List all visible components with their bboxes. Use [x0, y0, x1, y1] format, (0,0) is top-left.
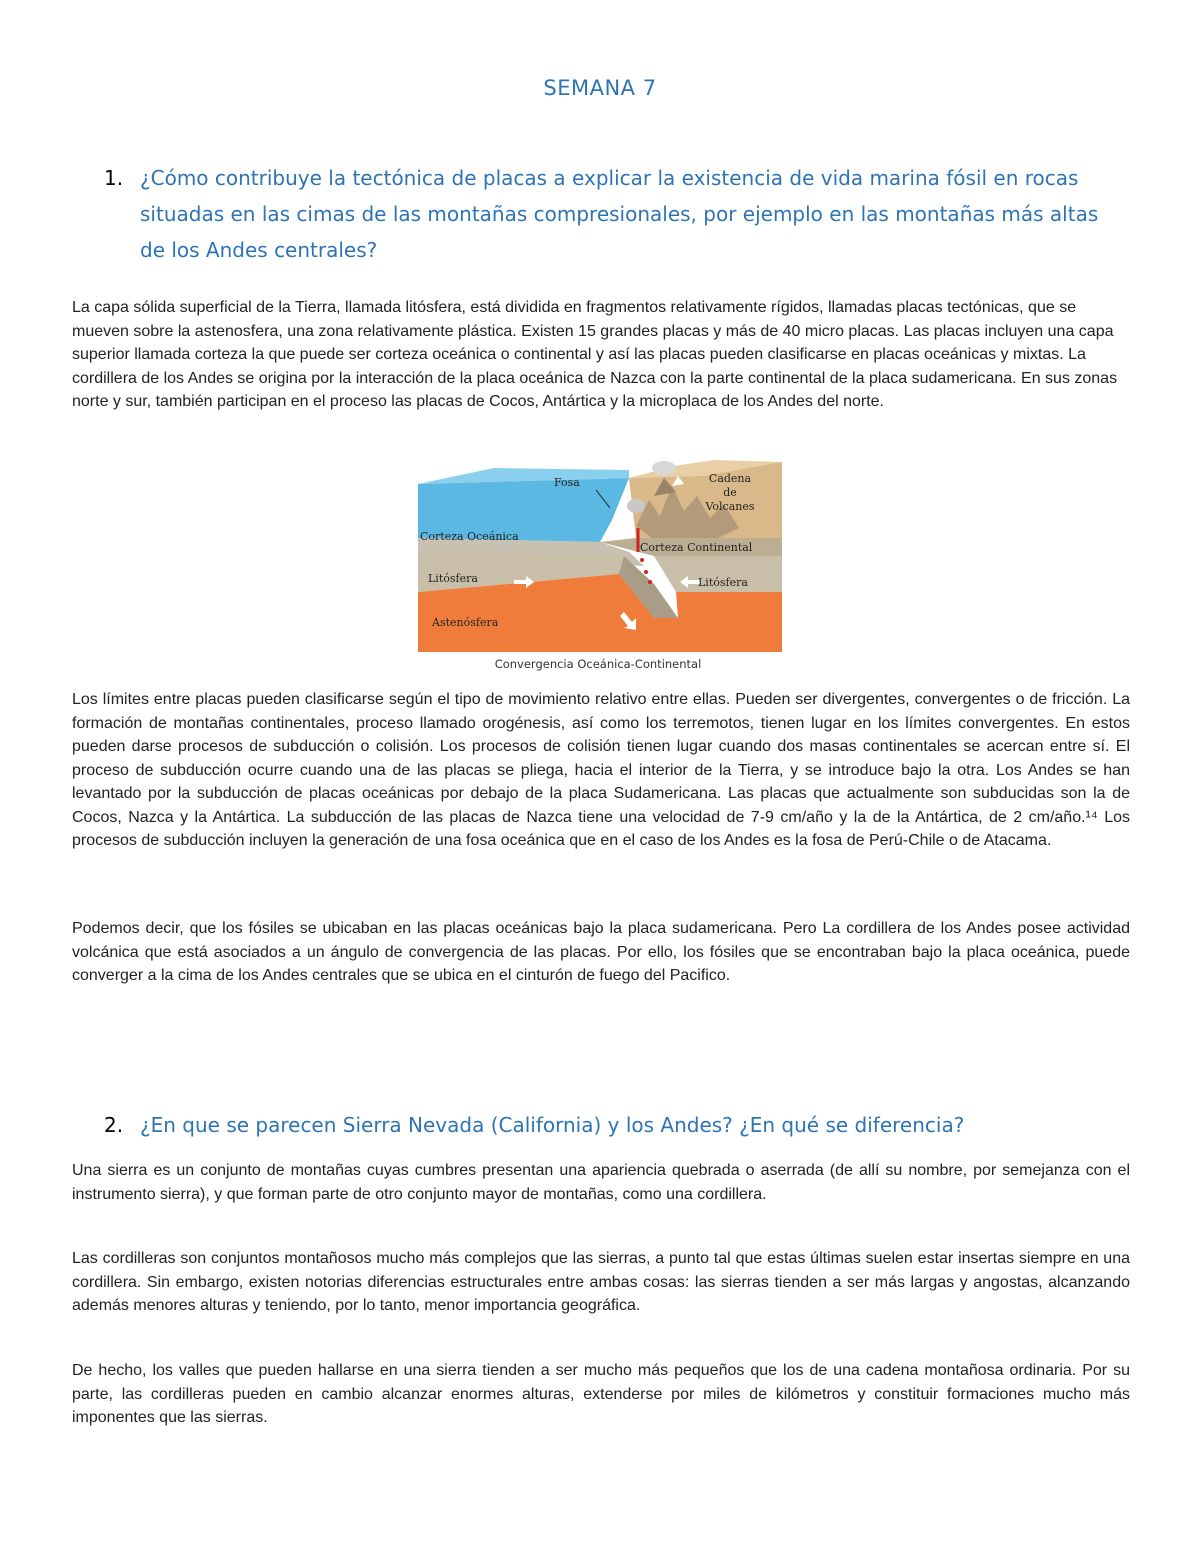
figure-caption: Convergencia Oceánica-Continental: [494, 657, 702, 671]
label-cadena-2: de: [723, 486, 737, 499]
label-fosa: Fosa: [554, 476, 580, 489]
label-litosfera-right: Litósfera: [698, 576, 748, 589]
label-litosfera-left: Litósfera: [428, 572, 478, 585]
subduction-diagram: [414, 456, 782, 678]
question-1: [104, 160, 1114, 268]
question-text: ¿Cómo contribuye la tectónica de placas a explicar la existencia de vida marina fósil en rocas situadas en las cimas de las montañas compresionales, por ejemplo en las montañas más altas de los Andes centrales?: [140, 166, 1099, 262]
label-astenosfera: Astenósfera: [432, 616, 499, 629]
paragraph-5: Las cordilleras son conjuntos montañosos mucho más complejos que las sierras, a punto tal que estas últimas suelen estar insertas siempre en una cordillera. Sin embargo, existen notorias diferencias estructurales entre ambas cosas: las sierras tienden a ser más largas y angostas, alcanzando además menores alturas y teniendo, por lo tanto, menor importancia geográfica.: [72, 1250, 1130, 1314]
paragraph-6: De hecho, los valles que pueden hallarse en una sierra tienden a ser mucho más pequeños que los de una cadena montañosa ordinaria. Por su parte, las cordilleras pueden en cambio alcanzar enormes alturas, extenderse por miles de kilómetros y constituir formaciones mucho más imponentes que las sierras.: [72, 1362, 1130, 1426]
label-corteza-continental: Corteza Continental: [640, 541, 753, 554]
page-title: SEMANA 7: [543, 76, 657, 100]
label-cadena-3: Volcanes: [705, 500, 755, 513]
question-text: ¿En que se parecen Sierra Nevada (California) y los Andes? ¿En qué se diferencia?: [140, 1113, 965, 1137]
question-2: [104, 1107, 1114, 1143]
paragraph-1: La capa sólida superficial de la Tierra, llamada litósfera, está dividida en fragmentos relativamente rígidos, llamadas placas tectónicas, que se mueven sobre la astenosfera, una zona relativamente plástica. Existen 15 grandes placas y más de 40 micro placas. Las placas incluyen una capa superior llamada corteza la que puede ser corteza oceánica o continental y así las placas pueden clasificarse en placas oceánicas y mixtas. La cordillera de los Andes se origina por la interacción de la placa oceánica de Nazca con la parte continental de la placa sudamericana. En sus zonas norte y sur, también participan en el proceso las placas de Cocos, Antártica y la microplaca de los Andes del norte.: [72, 299, 1118, 410]
question-number: 2.: [104, 1113, 124, 1137]
paragraph-2: Los límites entre placas pueden clasificarse según el tipo de movimiento relativo entre ellas. Pueden ser divergentes, convergentes o de fricción. La formación de montañas continentales, proceso llamado orogénesis, así como los terremotos, tienen lugar en los límites convergentes. En estos pueden darse procesos de subducción o colisión. Los procesos de colisión tienen lugar cuando dos masas continentales se acercan entre sí. El proceso de subducción ocurre cuando una de las placas se pliega, hacia el interior de la Tierra, y se introduce bajo la otra. Los Andes se han levantado por la subducción de placas oceánicas por debajo de la placa Sudamericana. Las placas que actualmente son subducidas son la de Cocos, Nazca y la Antártica. La subducción de las placas de Nazca tiene una velocidad de 7-9 cm/año y la de la Antártica, de 2 cm/año.¹⁴ Los procesos de subducción incluyen la generación de una fosa oceánica que en el caso de los Andes es la fosa de Perú-Chile o de Atacama.: [72, 691, 1130, 849]
paragraph-4: Una sierra es un conjunto de montañas cuyas cumbres presentan una apariencia quebrada o aserrada (de allí su nombre, por semejanza con el instrumento sierra), y que forman parte de otro conjunto mayor de montañas, como una cordillera.: [72, 1162, 1130, 1203]
question-number: 1.: [104, 166, 124, 190]
paragraph-3: Podemos decir, que los fósiles se ubicaban en las placas oceánicas bajo la placa sudamericana. Pero La cordillera de los Andes posee actividad volcánica que está asociados a un ángulo de convergencia de las placas. Por ello, los fósiles que se encontraban bajo la placa oceánica, puede converger a la cima de los Andes centrales que se ubica en el cinturón de fuego del Pacifico.: [72, 920, 1130, 984]
label-corteza-oceanica: Corteza Oceánica: [420, 530, 519, 543]
label-cadena-1: Cadena: [708, 472, 752, 485]
